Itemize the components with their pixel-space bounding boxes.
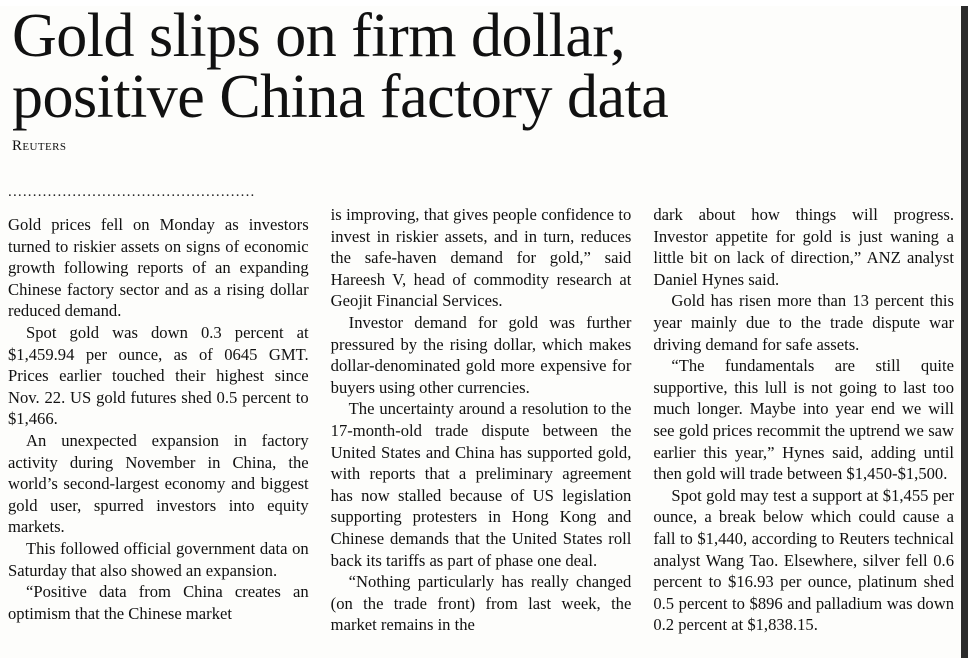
paragraph: Gold prices fell on Monday as investors turned to riskier assets on signs of economic growth following reports of an expanding Chinese factory sector and as a rising dollar reduced demand. <box>8 215 309 321</box>
byline: Reuters <box>12 137 67 154</box>
page-title <box>12 2 912 131</box>
paragraph: The uncertainty around a resolution to the 17-month-old trade dispute between the United States and China has supported gold, with reports that a preliminary agreement has now stalled because of US legislation supporting protesters in Hong Kong and Chinese demands that the United States roll back its tariffs as part of phase one deal. <box>330 399 632 570</box>
page-edge-strip <box>961 6 968 658</box>
paragraph: Investor demand for gold was further pressured by the rising dollar, which makes dollar-denominated gold more expensive for buyers using other currencies. <box>330 312 632 397</box>
paragraph: This followed official government data on Saturday that also showed an expansion. <box>8 538 309 580</box>
paragraph: dark about how things will progress. Investor appetite for gold is just waning a little bit on lack of direction,” ANZ analyst Daniel Hynes said. <box>653 205 955 289</box>
paragraph: An unexpected expansion in factory activity during November in China, the world’s second-largest economy and biggest gold user, spurred investors into equity markets. <box>8 430 309 537</box>
paragraph: Spot gold was down 0.3 percent at $1,459.94 per ounce, as of 0645 GMT. Prices earlier touched their highest since Nov. 22. US gold futures shed 0.5 percent to $1,466. <box>8 322 309 429</box>
article-column-1 <box>8 188 309 654</box>
paragraph: is improving, that gives people confidence to invest in riskier assets, and in turn, reduces the safe-haven demand for gold,” said Hareesh V, head of commodity research at Geojit Financial Services. <box>330 205 632 311</box>
article-column-2 <box>331 204 632 654</box>
article-column-3 <box>653 204 954 654</box>
headline-line-1: Gold slips on firm dollar, <box>12 2 626 70</box>
article-body <box>8 188 955 654</box>
paragraph: Gold has risen more than 13 percent this year mainly due to the trade dispute war driving demand for safe assets. <box>653 291 955 354</box>
paragraph: “The fundamentals are still quite supportive, this lull is not going to last too much longer. Maybe into year end we will see gold prices recommit the uptrend we saw earlier this year,” Hynes said, adding until then gold will trade between $1,450-$1,500. <box>653 356 955 484</box>
paragraph: “Nothing particularly has really changed (on the trade front) from last week, the market remains in the <box>330 572 632 635</box>
headline-line-2: positive China factory data <box>12 62 669 131</box>
column-rule-1: .................................................. <box>8 188 256 196</box>
newspaper-article-page <box>0 2 968 658</box>
paragraph: “Positive data from China creates an optimism that the Chinese market <box>8 582 309 623</box>
paragraph: Spot gold may test a support at $1,455 per ounce, a break below which could cause a fall to $1,440, according to Reuters technical analyst Wang Tao. Elsewhere, silver fell 0.6 percent to $16.93 per ounce, platinum shed 0.5 percent to $896 and palladium was down 0.2 percent at $1,838.15. <box>653 485 955 635</box>
